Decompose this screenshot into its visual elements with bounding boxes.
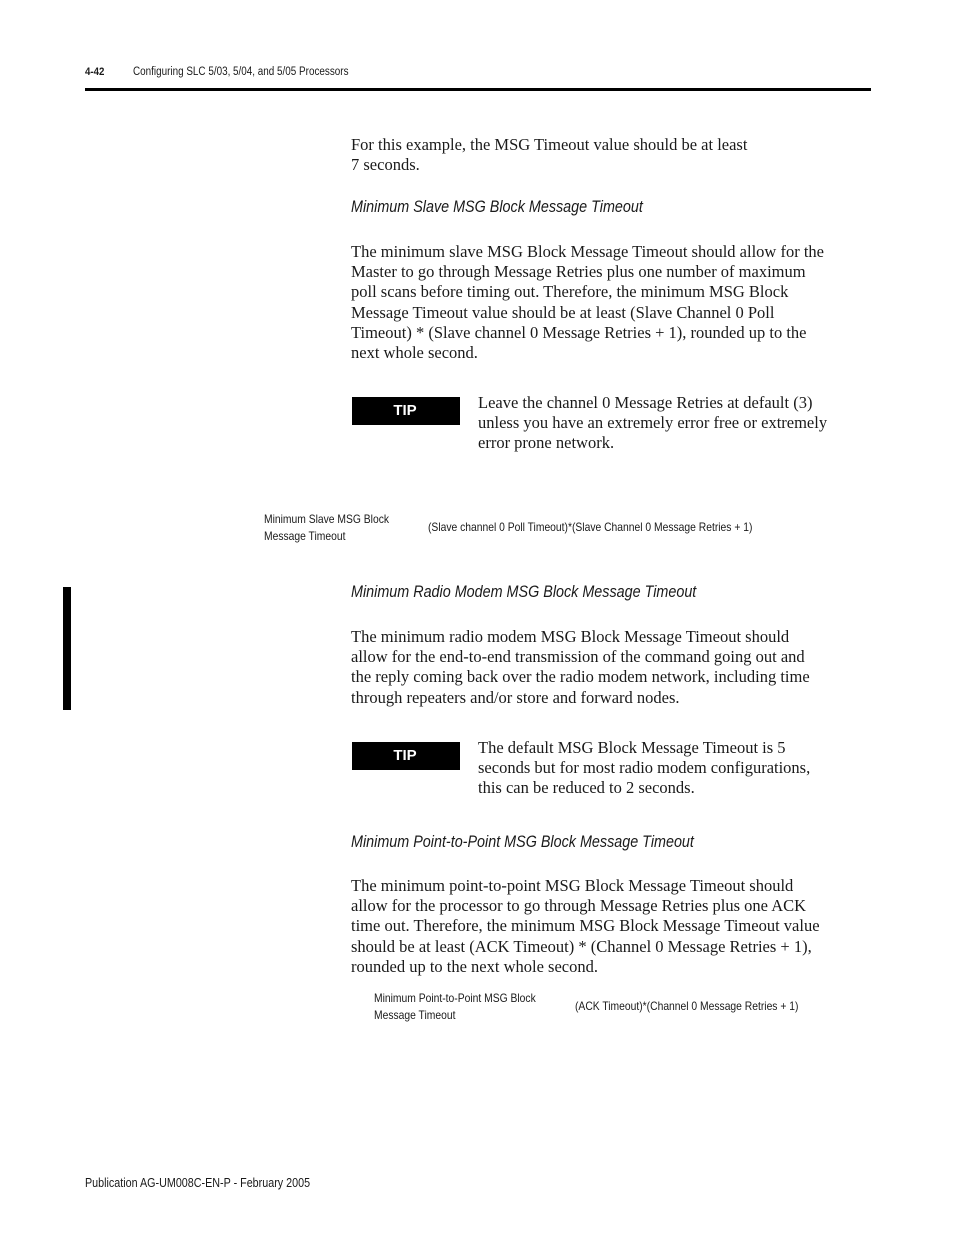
paragraph-line: Timeout) * (Slave channel 0 Message Retries + 1), rounded up to the — [351, 322, 807, 342]
section-heading-p2p: Minimum Point-to-Point MSG Block Message Timeout — [351, 833, 694, 851]
section-heading-slave: Minimum Slave MSG Block Message Timeout — [351, 198, 643, 216]
tip-line: this can be reduced to 2 seconds. — [478, 778, 695, 798]
tip-line: unless you have an extremely error free or extremely — [478, 413, 828, 433]
tip-line: error prone network. — [478, 433, 615, 453]
tip-text-radio — [478, 738, 878, 799]
intro-line: For this example, the MSG Timeout value should be at least — [351, 135, 748, 154]
formula-label-line: Message Timeout — [264, 529, 346, 543]
intro-paragraph — [351, 135, 871, 175]
formula-label-line: Minimum Point-to-Point MSG Block — [374, 991, 536, 1005]
header-rule — [85, 88, 871, 91]
tip-line: seconds but for most radio modem configurations, — [478, 758, 811, 778]
formula-label-p2p — [374, 990, 536, 1024]
slave-paragraph — [351, 242, 881, 363]
intro-line: 7 seconds. — [351, 155, 420, 175]
page-number: 4-42 — [85, 66, 105, 78]
tip-badge: TIP — [352, 742, 460, 770]
tip-badge: TIP — [352, 397, 460, 425]
paragraph-line: time out. Therefore, the minimum MSG Block Message Timeout value — [351, 916, 820, 936]
paragraph-line: allow for the end-to-end transmission of the command going out and — [351, 647, 805, 667]
tip-text-slave — [478, 393, 878, 454]
paragraph-line: The minimum radio modem MSG Block Message Timeout should — [351, 627, 790, 646]
tip-line: The default MSG Block Message Timeout is 5 — [478, 738, 786, 757]
paragraph-line: next whole second. — [351, 343, 478, 363]
paragraph-line: The minimum point-to-point MSG Block Message Timeout should — [351, 876, 794, 895]
paragraph-line: allow for the processor to go through Message Retries plus one ACK — [351, 896, 807, 916]
tip-line: Leave the channel 0 Message Retries at default (3) — [478, 393, 813, 412]
formula-label-line: Message Timeout — [374, 1008, 456, 1022]
paragraph-line: rounded up to the next whole second. — [351, 956, 598, 976]
chapter-title: Configuring SLC 5/03, 5/04, and 5/05 Processors — [133, 66, 349, 78]
paragraph-line: Message Timeout value should be at least (Slave Channel 0 Poll — [351, 302, 775, 322]
section-heading-radio: Minimum Radio Modem MSG Block Message Timeout — [351, 583, 697, 601]
paragraph-line: the reply coming back over the radio modem network, including time — [351, 667, 810, 687]
publication-footer: Publication AG-UM008C-EN-P - February 2005 — [85, 1176, 311, 1190]
p2p-paragraph — [351, 876, 881, 977]
paragraph-line: Master to go through Message Retries plus one number of maximum — [351, 262, 806, 282]
revision-change-bar — [63, 587, 71, 710]
radio-paragraph — [351, 627, 881, 708]
paragraph-line: through repeaters and/or store and forward nodes. — [351, 687, 680, 707]
formula-label-slave — [264, 511, 389, 545]
paragraph-line: should be at least (ACK Timeout) * (Channel 0 Message Retries + 1), — [351, 936, 812, 956]
paragraph-line: poll scans before timing out. Therefore, the minimum MSG Block — [351, 282, 789, 302]
formula-expression-slave: (Slave channel 0 Poll Timeout)*(Slave Channel 0 Message Retries + 1) — [428, 520, 753, 534]
formula-expression-p2p: (ACK Timeout)*(Channel 0 Message Retries + 1) — [575, 999, 799, 1013]
formula-label-line: Minimum Slave MSG Block — [264, 512, 390, 526]
paragraph-line: The minimum slave MSG Block Message Timeout should allow for the — [351, 242, 824, 261]
